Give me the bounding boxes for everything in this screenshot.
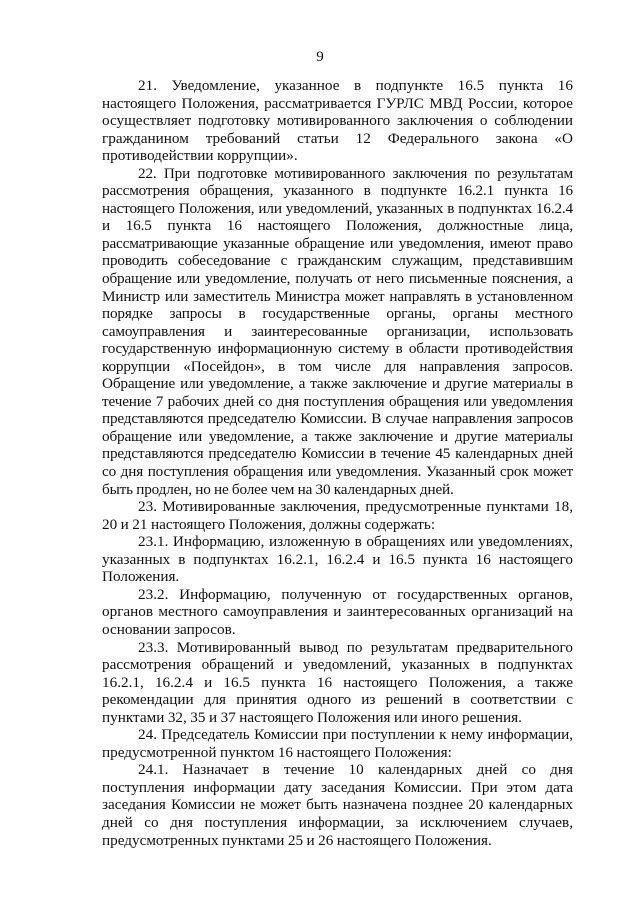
paragraph-22: 22. При подготовке мотивированного заключения по результатам рассмотрения обращения, указанного в подпункте 16.2.1 пункта 16 настоящего Положения, или уведомлений, указанных в подпунктах 16.2.4 и 16.5 пункта 16 настоящего Положения, должностные лица, рассматривающие указанные обращение или уведомления, имеют право проводить собеседование с гражданским служащим, представившим обращение или уведомление, получать от него письменные пояснения, а Министр или заместитель Министра может направлять в установленном порядке запросы в государственные органы, органы местного самоуправления и заинтересованные организации, использовать государственную информационную систему в области противодействия коррупции «Посейдон», в том числе для направления запросов. Обращение или уведомление, а также заключение и другие материалы в течение 7 рабочих дней со дня поступления обращения или уведомления представляются председателю Комиссии. В случае направления запросов обращение или уведомление, а также заключение и другие материалы представляются председателю Комиссии в течение 45 календарных дней со дня поступления обращения или уведомления. Указанный срок может быть продлен, но не более чем на 30 календарных дней. xyxy=(102,164,573,498)
document-body xyxy=(102,77,573,849)
paragraph-21: 21. Уведомление, указанное в подпункте 16.5 пункта 16 настоящего Положения, рассматривается ГУРЛС МВД России, которое осуществляет подготовку мотивированного заключения о соблюдении гражданином требований статьи 12 Федерального закона «О противодействии коррупции». xyxy=(102,77,573,165)
page-number: 9 xyxy=(316,49,324,65)
paragraph-23-1: 23.1. Информацию, изложенную в обращениях или уведомлениях, указанных в подпунктах 16.2.1, 16.2.4 и 16.5 пункта 16 настоящего Положения. xyxy=(102,533,573,586)
paragraph-23: 23. Мотивированные заключения, предусмотренные пунктами 18, 20 и 21 настоящего Положения, должны содержать: xyxy=(102,498,573,533)
paragraph-24: 24. Председатель Комиссии при поступлении к нему информации, предусмотренной пунктом 16 настоящего Положения: xyxy=(102,726,573,761)
paragraph-24-1: 24.1. Назначает в течение 10 календарных дней со дня поступления информации дату заседания Комиссии. При этом дата заседания Комиссии не может быть назначена позднее 20 календарных дней со дня поступления информации, за исключением случаев, предусмотренных пунктами 25 и 26 настоящего Положения. xyxy=(102,761,573,849)
paragraph-23-3: 23.3. Мотивированный вывод по результатам предварительного рассмотрения обращений и уведомлений, указанных в подпунктах 16.2.1, 16.2.4 и 16.5 пункта 16 настоящего Положения, а также рекомендации для принятия одного из решений в соответствии с пунктами 32, 35 и 37 настоящего Положения или иного решения. xyxy=(102,638,573,726)
paragraph-23-2: 23.2. Информацию, полученную от государственных органов, органов местного самоуправления и заинтересованных организаций на основании запросов. xyxy=(102,585,573,638)
